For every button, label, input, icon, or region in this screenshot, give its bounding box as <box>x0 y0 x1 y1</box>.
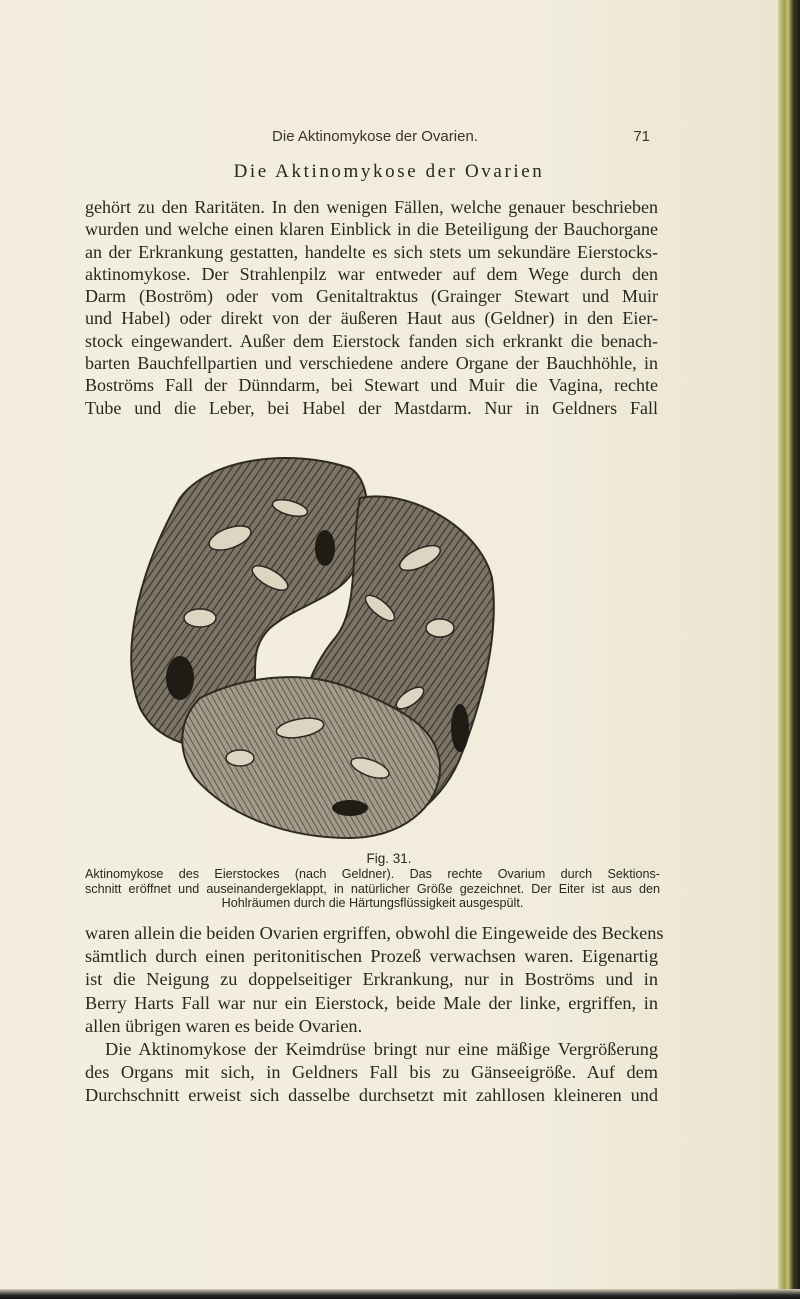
text-line: allen übrigen waren es beide Ovarien. <box>85 1015 363 1036</box>
text-line: waren allein die beiden Ovarien ergriffen, obwohl die Eingeweide des Beckens <box>85 923 664 943</box>
page-number: 71 <box>633 128 650 145</box>
text-line: an der Erkrankung gestatten, handelte es sich stets um sekundäre Eierstocks- <box>85 241 658 262</box>
caption-line: Aktinomykose des Eierstockes (nach Geldner). Das rechte Ovarium durch Sektions- <box>85 867 660 881</box>
paragraph-3 <box>85 1038 658 1108</box>
text-line: wurden und welche einen klaren Einblick in die Beteiligung der Bauchorgane <box>85 219 658 240</box>
caption-line: Hohlräumen durch die Härtungsflüssigkeit ausgespült. <box>221 896 524 910</box>
paragraph-2 <box>85 922 664 1038</box>
text-line: Die Aktinomykose der Keimdrüse bringt nur eine mäßige Vergrößerung <box>105 1039 658 1059</box>
running-title: Die Aktinomykose der Ovarien. <box>272 128 478 145</box>
ovary-illustration <box>120 428 500 846</box>
text-line: des Organs mit sich, in Geldners Fall bis zu Gänseeigröße. Auf dem <box>85 1062 658 1083</box>
text-line: gehört zu den Raritäten. In den wenigen Fällen, welche genauer beschrieben <box>85 197 658 217</box>
text-line: aktinomykose. Der Strahlenpilz war entweder auf dem Wege durch den <box>85 263 658 284</box>
book-spine-edge <box>778 0 800 1299</box>
text-line: Durchschnitt erweist sich dasselbe durchsetzt mit zahllosen kleineren und <box>85 1085 658 1106</box>
text-line: und Habel) oder direkt von der äußeren Haut aus (Geldner) in den Eier- <box>85 308 658 329</box>
text-line: barten Bauchfellpartien und verschiedene andere Organe der Bauchhöhle, in <box>85 353 658 374</box>
page-bottom-edge <box>0 1289 800 1299</box>
text-line: ist die Neigung zu doppelseitiger Erkrankung, nur in Boströms und in <box>85 969 658 990</box>
chapter-title: Die Aktinomykose der Ovarien <box>233 161 545 182</box>
text-line: Tube und die Leber, bei Habel der Mastdarm. Nur in Geldners Fall <box>85 397 658 418</box>
text-line: Berry Harts Fall war nur ein Eierstock, beide Male der linke, ergriffen, in <box>85 992 658 1013</box>
figure-caption <box>85 867 660 911</box>
paragraph-1 <box>85 196 658 419</box>
running-header <box>100 128 650 150</box>
text-line: stock eingewandert. Außer dem Eierstock fanden sich erkrankt die benach- <box>85 330 658 351</box>
text-line: sämtlich durch einen peritonitischen Prozeß verwachsen waren. Eigenartig <box>85 946 658 967</box>
text-line: Darm (Boström) oder vom Genitaltraktus (Grainger Stewart und Muir <box>85 286 658 307</box>
text-line: Boströms Fall der Dünndarm, bei Stewart und Muir die Vagina, rechte <box>85 375 658 396</box>
caption-line: schnitt eröffnet und auseinandergeklappt, in natürlicher Größe gezeichnet. Der Eiter ist aus den <box>85 881 660 896</box>
figure-label: Fig. 31. <box>366 851 412 866</box>
